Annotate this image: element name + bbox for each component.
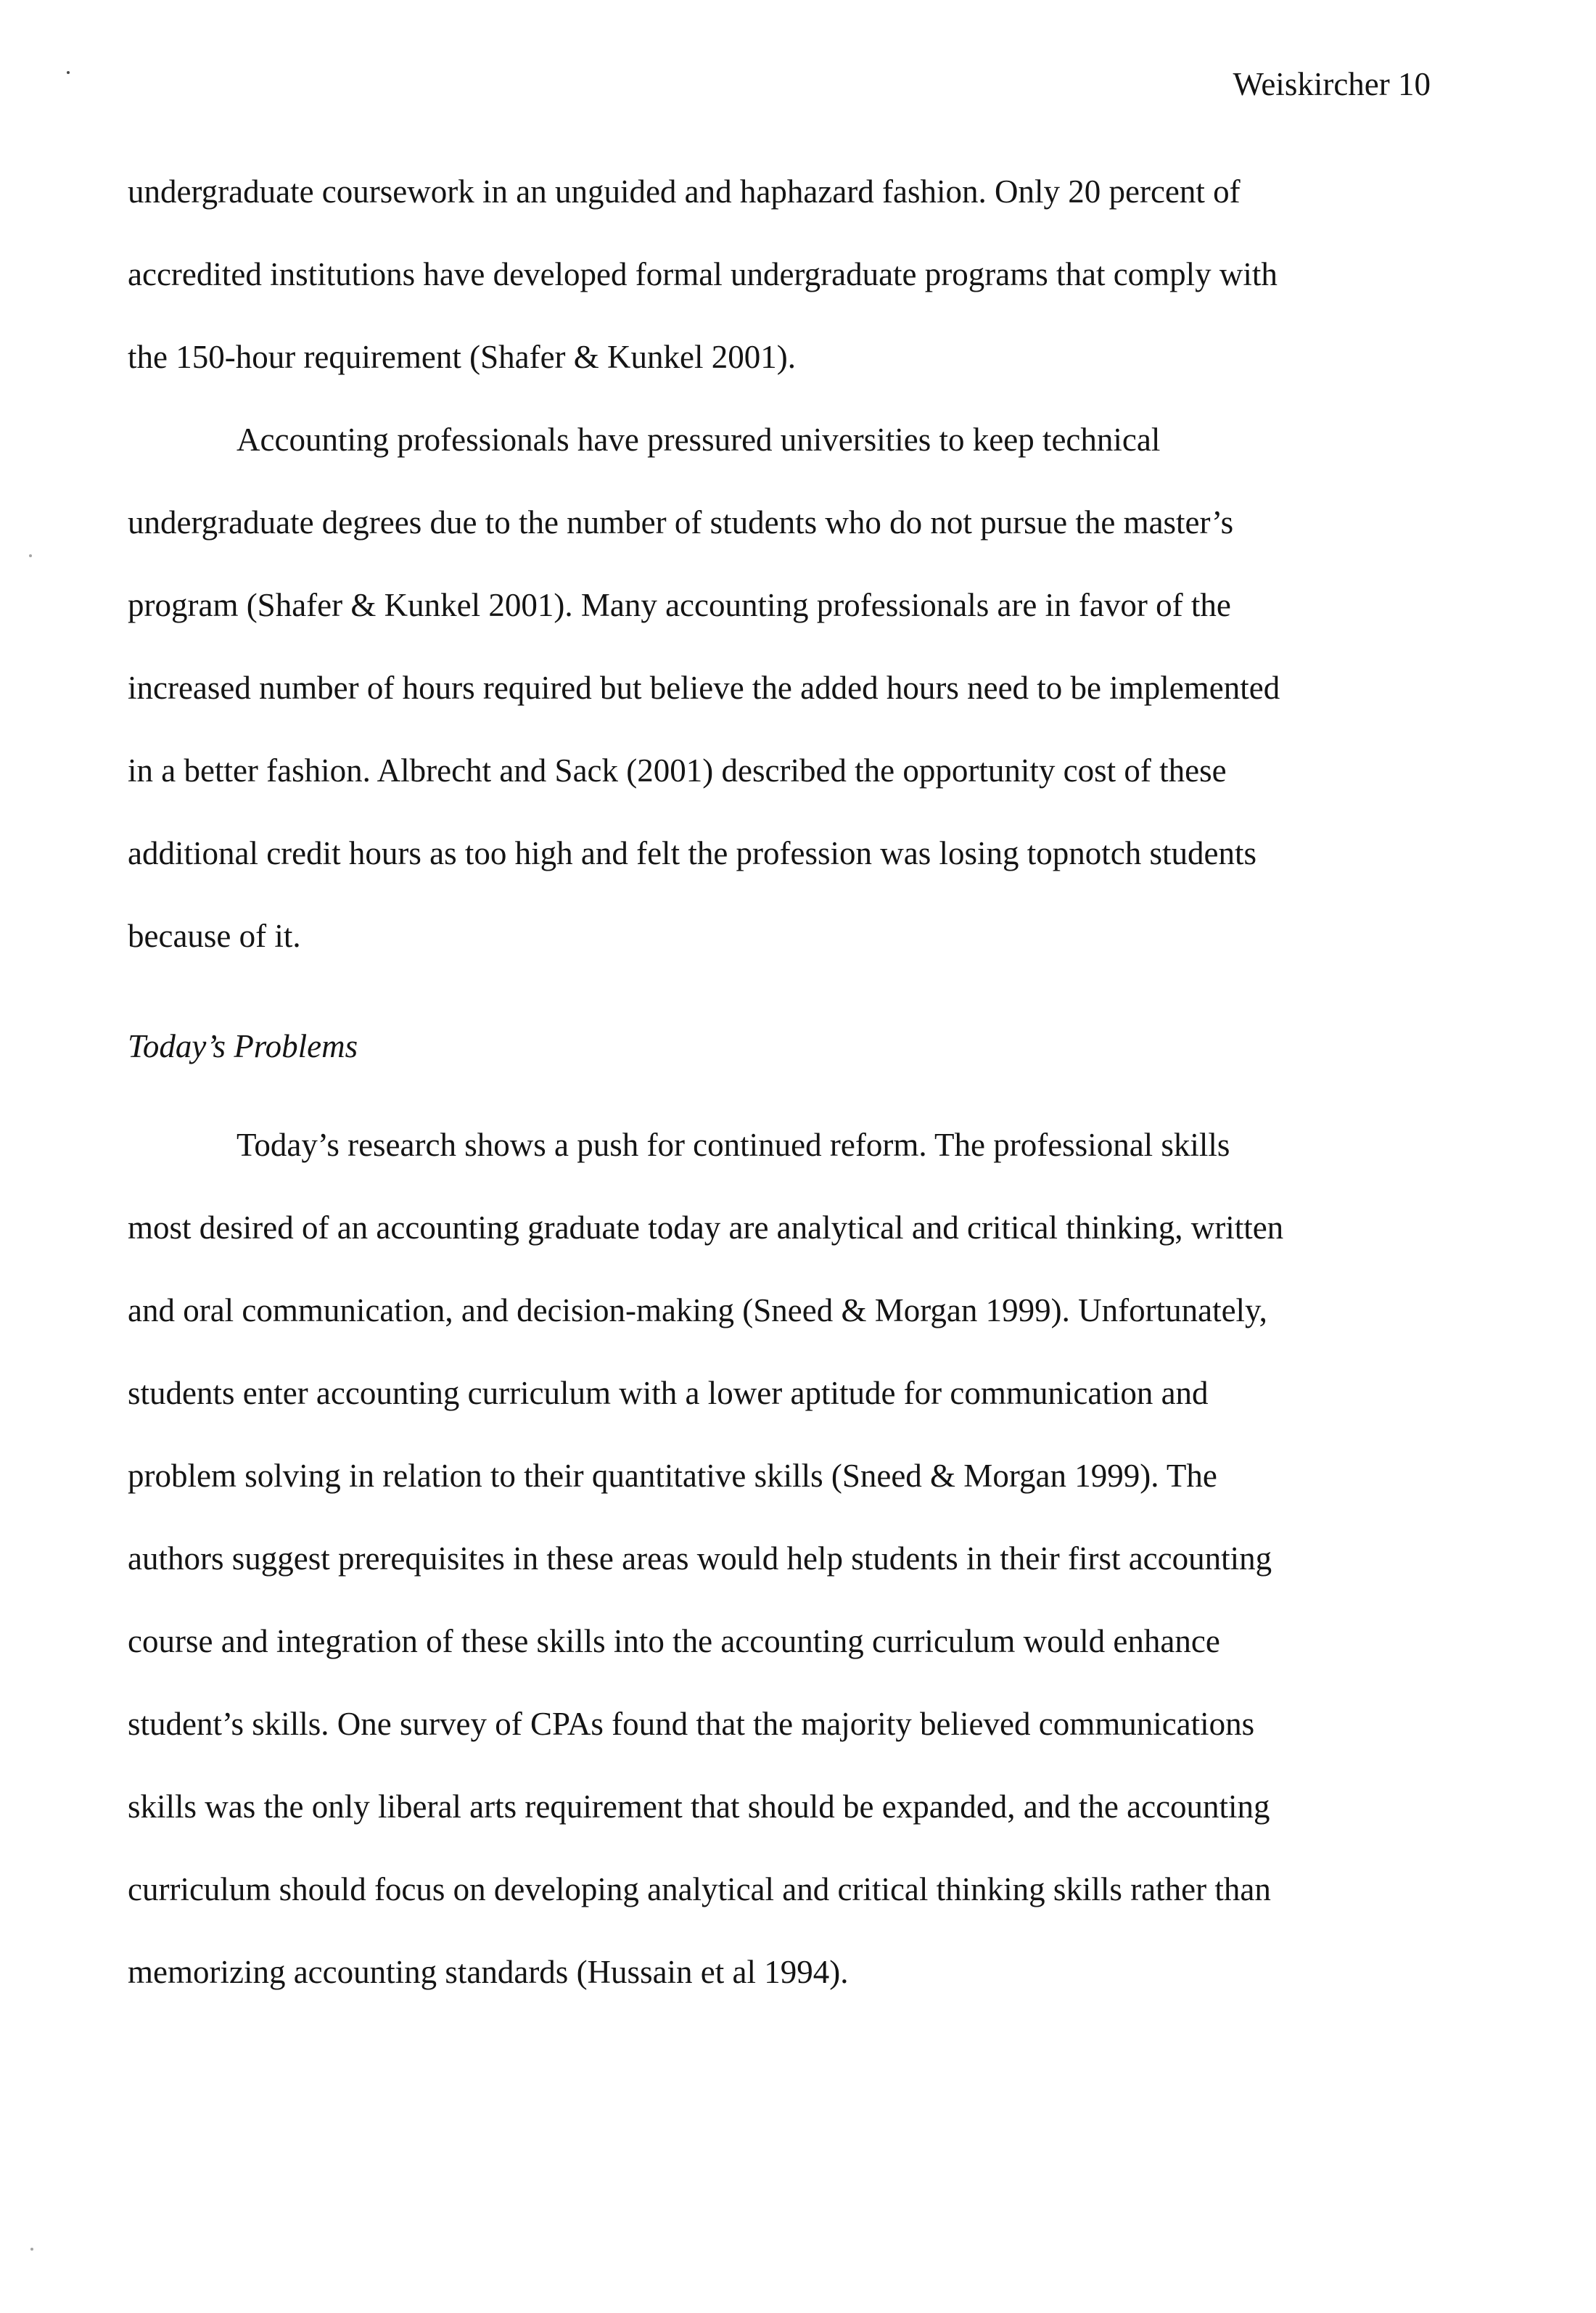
text-line: program (Shafer & Kunkel 2001). Many accounting professionals are in favor of the [128, 587, 1231, 623]
text-line: accredited institutions have developed formal undergraduate programs that comply with [128, 256, 1278, 292]
running-head: Weiskircher 10 [1233, 66, 1431, 102]
text-line: most desired of an accounting graduate today are analytical and critical thinking, written [128, 1209, 1284, 1246]
text-line: additional credit hours as too high and felt the profession was losing topnotch students [128, 835, 1256, 871]
scan-speck [29, 554, 32, 557]
text-line: authors suggest prerequisites in these areas would help students in their first accounting [128, 1540, 1272, 1577]
section-heading: Today’s Problems [128, 1028, 358, 1064]
text-line: skills was the only liberal arts requirement that should be expanded, and the accounting [128, 1788, 1270, 1825]
text-line: undergraduate coursework in an unguided and haphazard fashion. Only 20 percent of [128, 173, 1241, 210]
text-line: and oral communication, and decision-making (Sneed & Morgan 1999). Unfortunately, [128, 1292, 1267, 1328]
text-line: course and integration of these skills into the accounting curriculum would enhance [128, 1623, 1220, 1659]
scan-speck [30, 2248, 33, 2251]
text-line: Today’s research shows a push for continued reform. The professional skills [236, 1127, 1230, 1163]
text-line: students enter accounting curriculum with a lower aptitude for communication and [128, 1375, 1209, 1411]
scan-speck [67, 71, 70, 74]
text-line: because of it. [128, 918, 301, 954]
text-line: in a better fashion. Albrecht and Sack (2001) described the opportunity cost of these [128, 752, 1227, 789]
text-line: memorizing accounting standards (Hussain et al 1994). [128, 1954, 849, 1990]
text-line: student’s skills. One survey of CPAs found that the majority believed communications [128, 1706, 1255, 1742]
text-line: curriculum should focus on developing analytical and critical thinking skills rather than [128, 1871, 1271, 1907]
text-line: the 150-hour requirement (Shafer & Kunkel 2001). [128, 339, 796, 375]
text-line: increased number of hours required but believe the added hours need to be implemented [128, 670, 1280, 706]
text-line: undergraduate degrees due to the number of students who do not pursue the master’s [128, 504, 1234, 541]
text-line: Accounting professionals have pressured universities to keep technical [236, 422, 1161, 458]
text-line: problem solving in relation to their quantitative skills (Sneed & Morgan 1999). The [128, 1458, 1217, 1494]
